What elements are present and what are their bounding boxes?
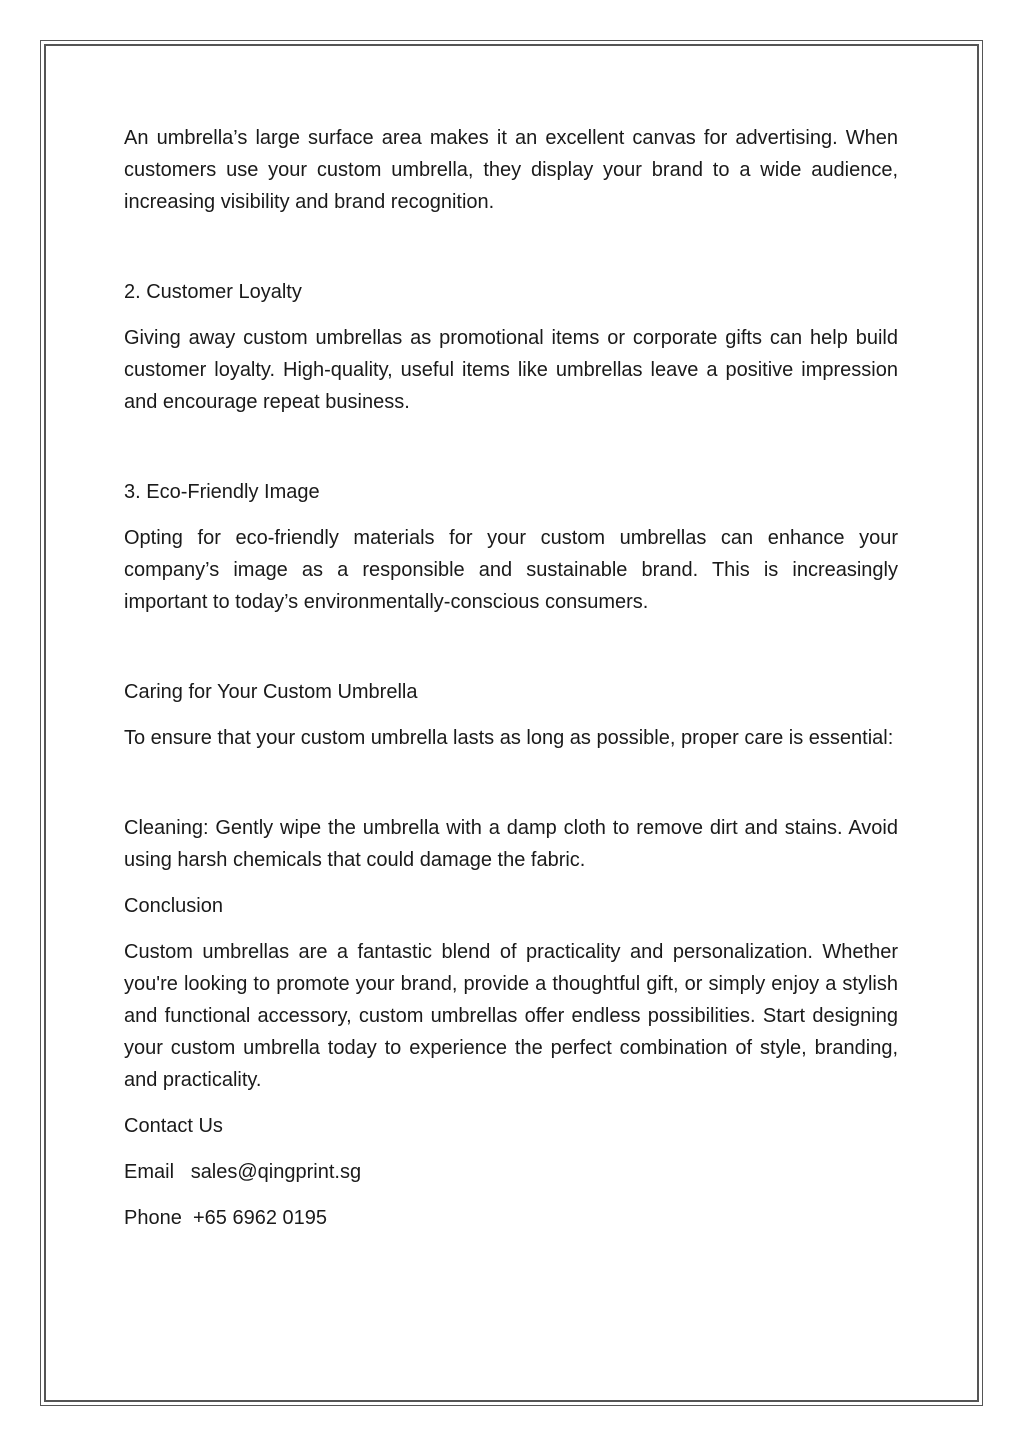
conclusion-paragraph: Custom umbrellas are a fantastic blend of practicality and personalization. Whether you're looking to promote your brand, provide a thoughtful gift, or simply enjoy a stylish and functional accessory, custom umbrellas offer endless possibilities. Start designing your custom umbrella today to experience the perfect combination of style, branding, and practicality. [124,941,898,1091]
intro-paragraph: An umbrella’s large surface area makes it an excellent canvas for advertising. When customers use your custom umbrella, they display your brand to a wide audience, increasing visibility and brand recognition. [124,127,898,213]
email-label: Email [124,1161,175,1183]
contact-email-line [124,1156,898,1188]
caring-heading: Caring for Your Custom Umbrella [124,681,418,703]
caring-paragraph: To ensure that your custom umbrella lasts as long as possible, proper care is essential: [124,727,894,749]
phone-value[interactable]: +65 6962 0195 [192,1207,327,1229]
email-value[interactable]: sales@qingprint.sg [190,1161,362,1183]
eco-friendly-heading: 3. Eco-Friendly Image [124,481,320,503]
document-body [124,122,898,1234]
customer-loyalty-paragraph: Giving away custom umbrellas as promotional items or corporate gifts can help build customer loyalty. High-quality, useful items like umbrellas leave a positive impression and encourage repeat business. [124,327,898,413]
eco-friendly-paragraph: Opting for eco-friendly materials for your custom umbrellas can enhance your company’s image as a responsible and sustainable brand. This is increasingly important to today’s environmentally-conscious consumers. [124,527,898,613]
contact-phone-line [124,1202,898,1234]
phone-label: Phone [124,1207,182,1229]
customer-loyalty-heading: 2. Customer Loyalty [124,281,302,303]
conclusion-heading: Conclusion [124,895,223,917]
contact-heading: Contact Us [124,1115,223,1137]
cleaning-paragraph: Cleaning: Gently wipe the umbrella with a damp cloth to remove dirt and stains. Avoid using harsh chemicals that could damage the fabric. [124,817,898,871]
